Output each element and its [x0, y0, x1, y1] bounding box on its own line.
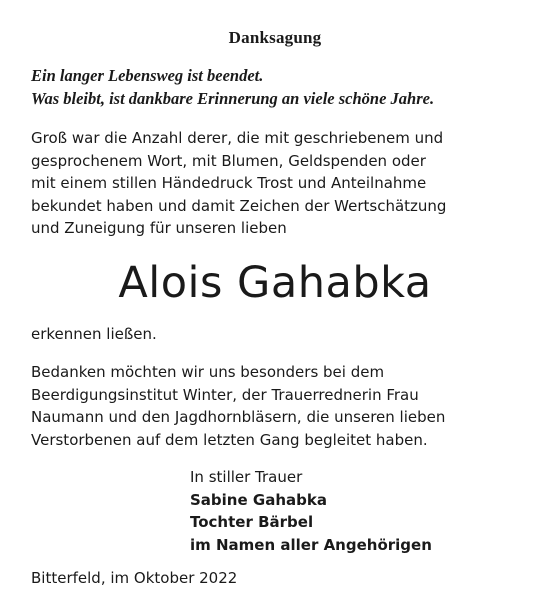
signature-lead: In stiller Trauer	[190, 468, 303, 486]
signature-block	[190, 466, 530, 556]
motto-quote	[31, 64, 531, 110]
after-name-text	[31, 323, 531, 346]
intro-line: und Zuneigung für unseren lieben	[31, 219, 287, 237]
thanks-line: Naumann und den Jagdhornbläsern, die unseren lieben	[31, 408, 446, 426]
notice-heading: Danksagung	[228, 28, 322, 47]
motto-line: Ein langer Lebensweg ist beendet.	[31, 66, 264, 85]
thanks-line: Beerdigungsinstitut Winter, der Trauerrednerin Frau	[31, 385, 419, 404]
intro-line: gesprochenem Wort, mit Blumen, Geldspenden oder	[31, 151, 426, 170]
signature-name: Tochter Bärbel	[190, 513, 314, 531]
intro-line: bekundet haben und damit Zeichen der Wertschätzung	[31, 196, 447, 215]
intro-paragraph	[31, 127, 531, 240]
signature-name: Sabine Gahabka	[190, 490, 327, 509]
signature-name: im Namen aller Angehörigen	[190, 535, 432, 554]
thanks-line: Verstorbenen auf dem letzten Gang begleitet haben.	[31, 430, 428, 449]
deceased-name: Alois Gahabka	[118, 258, 432, 308]
thanks-paragraph	[31, 361, 531, 451]
intro-line: mit einem stillen Händedruck Trost und Anteilnahme	[31, 174, 427, 192]
intro-line: Groß war die Anzahl derer, die mit geschriebenem und	[31, 129, 444, 147]
after-name-line: erkennen ließen.	[31, 325, 157, 343]
motto-line: Was bleibt, ist dankbare Erinnerung an viele schöne Jahre.	[31, 89, 435, 108]
thanks-line: Bedanken möchten wir uns besonders bei dem	[31, 363, 385, 381]
place-date: Bitterfeld, im Oktober 2022	[31, 569, 238, 587]
